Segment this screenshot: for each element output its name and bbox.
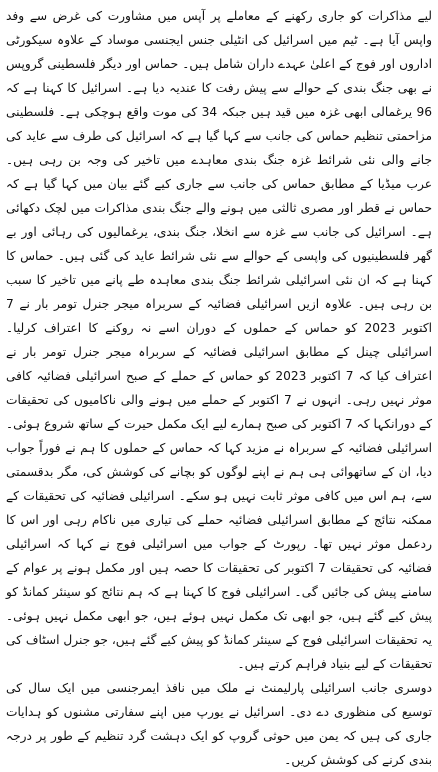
article-paragraph: لیے مذاکرات کو جاری رکھنے کے معاملے پر آپس میں مشاورت کی غرض سے وفد واپس آیا ہے۔ ٹیم میں اسرائیل کی انٹیلی جنس ایجنسی موساد کے علاوہ سیکورٹی اداروں اور فوج کے اعلیٰ عہدے داران شامل ہیں۔ حماس اور دیگر فلسطینی گروپس نے بھی جنگ بندی کے حوالے سے پیش رفت کا عندیہ دیا ہے۔ اسرائیل کا کہنا ہے کہ 96 یرغمالی ابھی غزہ میں قید ہیں جبکہ 34 کی موت واقع ہوچکی ہے۔ فلسطینی مزاحمتی تنظیم حماس کی جانب سے کہا گیا ہے کہ اسرائیل کی طرف سے عاید کی جانے والی نئی شرائط غزہ جنگ بندی معاہدے میں تاخیر کی وجہ بن رہی ہیں۔ عرب میڈیا کے مطابق حماس کی جانب سے جاری کیے گئے بیان میں کہا گیا ہے کہ حماس نے قطر اور مصری ثالثی میں ہونے والے جنگ بندی مذاکرات میں لچک دکھائی ہے۔ اسرائیل کی جانب سے غزہ سے انخلا، جنگ بندی، یرغمالیوں کی رہائی اور بے گھر فلسطینیوں کی واپسی کے حوالے سے نئی شرائط عاید کی گئی ہیں۔ حماس کا کہنا ہے کہ ان نئی اسرائیلی شرائط جنگ بندی معاہدہ طے پانے میں تاخیر کا سبب بن رہی ہیں۔ علاوہ ازیں اسرائیلی فضائیہ کے سربراہ میجر جنرل تومر بار نے 7 اکتوبر 2023 کو حماس کے حملوں کے دوران اسے نہ روکنے کا اعتراف کرلیا۔ اسرائیلی چینل کے مطابق اسرائیلی فضائیہ کے سربراہ میجر جنرل تومر بار نے اعتراف کیا کہ 7 اکتوبر 2023 کو حماس کے حملے کے صبح اسرائیلی فضائیہ کافی موثر نہیں رہی۔ انہوں نے 7 اکتوبر کے حملے میں ہونے والی ناکامیوں کی تحقیقات کے دورانکہا کہ 7 اکتوبر کی صبح ہمارے لیے ایک مکمل حیرت کے ساتھ شروع ہوئی۔ اسرائیلی فضائیہ کے سربراہ نے مزید کہا کہ حماس کے حملوں کا ہم نے فوراً جواب دیا، ان کے ساتھوائی ہی ہم نے اپنے لوگوں کو بچانے کی کوشش کی، مگر بدقسمتی سے، ہم اس میں کافی موثر ثابت نہیں ہو سکے۔ اسرائیلی فضائیہ کی تحقیقات کے ممکنہ نتائج کے مطابق اسرائیلی فضائیہ حملے کی تیاری میں ناکام رہی اور اس کا ردعمل موثر نہیں تھا۔ رپورٹ کے جواب میں اسرائیلی فوج نے کہا کہ اسرائیلی فضائیہ کی تحقیقات 7 اکتوبر کی تحقیقات کا حصہ ہیں اور مکمل ہونے پر عوام کے سامنے پیش کی جائیں گی۔ اسرائیلی فوج کا کہنا ہے کہ ہم نتائج کو سینئر کمانڈ کو پیش کیے گئے ہیں، جو ابھی تک مکمل نہیں ہوئے ہیں، جو ابھی مکمل نہیں ہوئی۔ یہ تحقیقات اسرائیلی فوج کے سینئر کمانڈ کو پیش کیے گئے ہیں، جو جنرل اسٹاف کی تحقیقات کے لیے بنیاد فراہم کرتے ہیں۔ — [6, 9, 433, 671]
article-paragraph: دوسری جانب اسرائیلی پارلیمنٹ نے ملک میں نافذ ایمرجنسی میں ایک سال کی توسیع کی منظوری دے دی۔ اسرائیل نے یورپ میں اپنے سفارتی مشنوں کو ہدایات جاری کی ہیں کہ یمن میں حوثی گروپ کو ایک دہشت گرد تنظیم کے طور پر درجہ بندی کرنے کی کوشش کریں۔ — [6, 681, 432, 767]
article-body — [6, 4, 432, 772]
